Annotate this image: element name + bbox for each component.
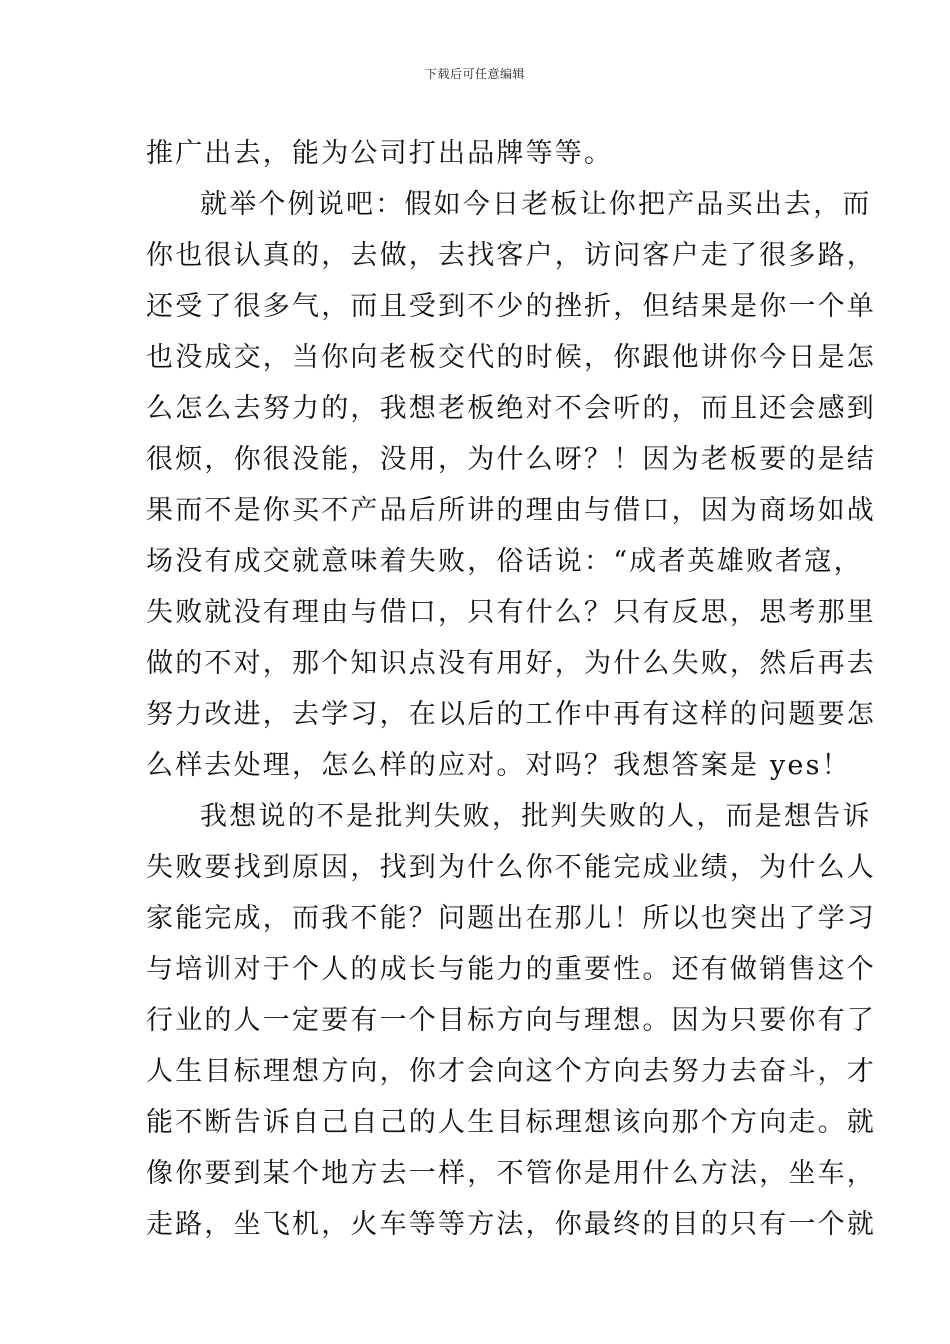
text-line: 走路，坐飞机，火车等等方法，你最终的目的只有一个就 (146, 1209, 876, 1240)
text-line: 行业的人一定要有一个目标方向与理想。因为只要你有了 (146, 1005, 876, 1036)
text-line: 失败就没有理由与借口，只有什么？只有反思，思考那里 (146, 597, 876, 628)
text-line-paragraph-start: 就举个例说吧：假如今日老板让你把产品买出去，而 (200, 189, 872, 220)
text-line: 努力改进，去学习，在以后的工作中再有这样的问题要怎 (146, 699, 876, 730)
text-line: 么样去处理，怎么样的应对。对吗？我想答案是 yes！ (146, 750, 851, 781)
text-line: 你也很认真的，去做，去找客户，访问客户走了很多路， (146, 240, 876, 271)
text-line: 还受了很多气，而且受到不少的挫折，但结果是你一个单 (146, 291, 876, 322)
text-line: 么怎么去努力的，我想老板绝对不会听的，而且还会感到 (146, 393, 876, 424)
body-text (146, 128, 876, 1250)
text-line: 很烦，你很没能，没用，为什么呀？！因为老板要的是结 (146, 444, 876, 475)
text-line: 能不断告诉自己自己的人生目标理想该向那个方向走。就 (146, 1107, 876, 1138)
text-line: 推广出去，能为公司打出品牌等等。 (146, 138, 614, 169)
page-header: 下载后可任意编辑 (424, 67, 525, 81)
text-line: 失败要找到原因，找到为什么你不能完成业绩，为什么人 (146, 852, 876, 883)
text-line: 场没有成交就意味着失败，俗话说：“成者英雄败者寇， (146, 546, 863, 577)
text-line: 也没成交，当你向老板交代的时候，你跟他讲你今日是怎 (146, 342, 876, 373)
text-line: 果而不是你买不产品后所讲的理由与借口，因为商场如战 (146, 495, 876, 526)
text-line: 家能完成，而我不能？问题出在那儿！所以也突出了学习 (146, 903, 876, 934)
text-line: 与培训对于个人的成长与能力的重要性。还有做销售这个 (146, 954, 876, 985)
text-line: 做的不对，那个知识点没有用好，为什么失败，然后再去 (146, 648, 876, 679)
text-line: 像你要到某个地方去一样，不管你是用什么方法，坐车， (146, 1158, 876, 1189)
text-line-paragraph-start: 我想说的不是批判失败，批判失败的人，而是想告诉 (200, 801, 872, 832)
text-line: 人生目标理想方向，你才会向这个方向去努力去奋斗，才 (146, 1056, 876, 1087)
